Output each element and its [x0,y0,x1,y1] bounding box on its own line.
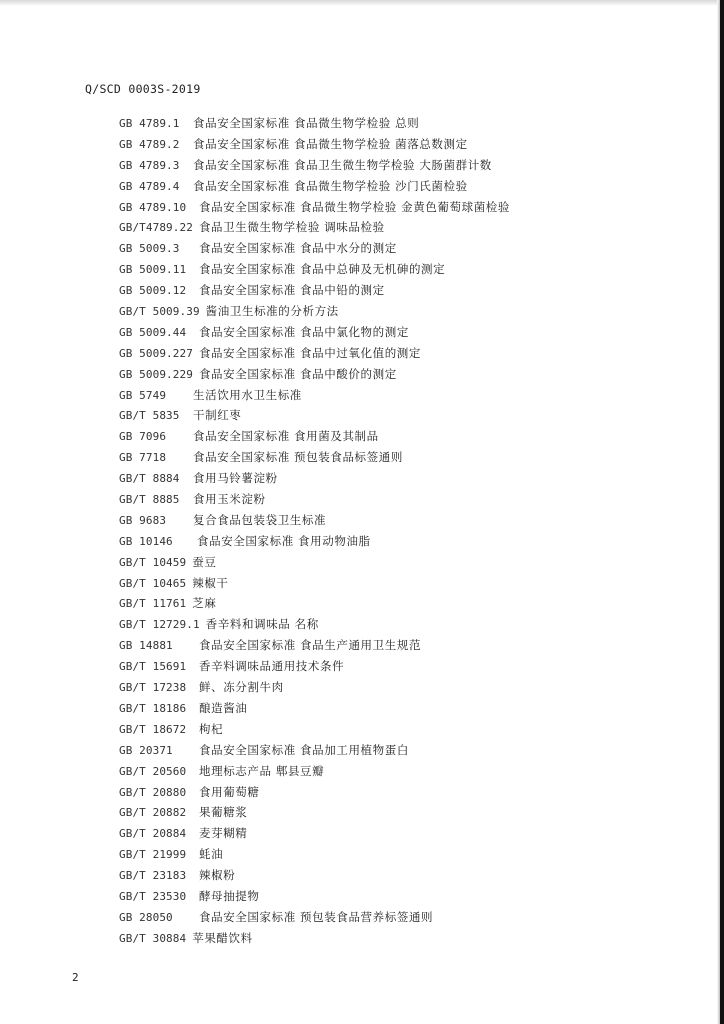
standard-code: GB 20371 [119,743,173,757]
standard-code: GB/T 5835 [119,409,180,423]
standard-title: 鲜、冻分割牛肉 [199,680,284,695]
standard-title: 食品安全国家标准 食品微生物学检验 总则 [193,116,420,130]
reference-item [119,155,679,176]
standard-code: GB 5009.3 [119,242,180,256]
scan-right-edge [720,0,724,1024]
standard-code: GB/T 15691 [119,660,187,674]
standard-code: GB 5009.229 [119,367,193,381]
standard-code: GB/T 23183 [119,869,187,883]
standard-code: GB/T 20884 [119,827,187,841]
standard-title: 食品安全国家标准 食品生产通用卫生规范 [199,638,422,653]
standard-code: GB 5009.12 [119,284,187,298]
standard-code: GB 14881 [119,639,173,653]
standard-title: 食品安全国家标准 食品微生物学检验 沙门氏菌检验 [193,178,468,193]
standard-title: 食品安全国家标准 食品中水分的测定 [199,241,397,256]
reference-item [119,468,679,489]
reference-item [119,176,679,197]
normative-references-list [119,113,679,949]
standard-title: 酱油卫生标准的分析方法 [205,304,339,319]
reference-item [119,280,679,301]
standard-title: 果葡糖浆 [199,805,248,820]
reference-item [119,802,679,823]
standard-title: 辣椒粉 [199,868,236,883]
standard-code: GB 4789.10 [119,200,187,214]
standard-code: GB/T 20882 [119,806,187,820]
standard-title: 食品安全国家标准 食品中氯化物的测定 [199,324,409,339]
standard-title: 生活饮用水卫生标准 [193,387,302,402]
standard-title: 食用马铃薯淀粉 [193,471,278,486]
standard-code: GB 5009.11 [119,263,187,277]
standard-title: 辣椒干 [192,575,229,590]
standard-title: 麦芽糊精 [199,826,248,841]
reference-item [119,552,679,573]
standard-code: GB/T4789.22 [119,221,193,235]
standard-title: 蚕豆 [192,554,217,569]
standard-title: 食品安全国家标准 食品微生物学检验 菌落总数测定 [193,136,468,151]
standard-code: GB 4789.3 [119,158,180,172]
standard-title: 食品安全国家标准 预包装食品标签通则 [193,450,403,465]
standard-title: 食品安全国家标准 食品加工用植物蛋白 [199,742,409,757]
standard-code: GB/T 11761 [119,597,187,611]
reference-item [119,844,679,865]
reference-item [119,823,679,844]
standard-code: GB/T 18672 [119,722,187,736]
standard-title: 芝麻 [192,596,217,611]
standard-code: GB 5009.44 [119,325,187,339]
standard-title: 食品安全国家标准 预包装食品营养标签通则 [199,909,434,924]
reference-item [119,782,679,803]
standard-title: 食品卫生微生物学检验 调味品检验 [198,220,385,235]
standard-title: 枸杞 [199,721,224,736]
reference-item [119,217,679,238]
standard-code: GB/T 23530 [119,889,187,903]
reference-item [119,134,679,155]
standard-code: GB/T 17238 [119,681,187,695]
standard-code: GB 9683 [119,513,167,527]
scan-top-edge [0,0,724,6]
reference-item [119,447,679,468]
standard-code: GB/T 10459 [119,555,187,569]
reference-item [119,573,679,594]
reference-item [119,197,679,218]
reference-item [119,385,679,406]
reference-item [119,761,679,782]
standard-code: GB/T 8885 [119,493,180,507]
standard-title: 地理标志产品 郫县豆瓣 [199,763,325,778]
page-number: 2 [72,971,79,984]
reference-item [119,677,679,698]
standard-code: GB/T 18186 [119,701,187,715]
standard-code: GB 4789.2 [119,137,180,151]
reference-item [119,510,679,531]
reference-item [119,865,679,886]
standard-title: 酵母抽提物 [199,888,260,903]
reference-item [119,343,679,364]
standard-code: GB/T 21999 [119,848,187,862]
standard-code: GB 4789.4 [119,179,180,193]
reference-item [119,886,679,907]
standard-title: 食品安全国家标准 食品微生物学检验 金黄色葡萄球菌检验 [199,199,511,214]
standard-title: 香辛料调味品通用技术条件 [199,659,345,674]
standard-code: GB/T 8884 [119,472,180,486]
reference-item [119,614,679,635]
standard-code: GB/T 10465 [119,576,187,590]
standard-code: GB 28050 [119,910,173,924]
standard-code: GB 7718 [119,451,167,465]
reference-item [119,740,679,761]
reference-item [119,698,679,719]
reference-item [119,426,679,447]
standard-title: 蚝油 [199,847,224,862]
reference-item [119,928,679,949]
reference-item [119,364,679,385]
standard-code: GB 5749 [119,388,167,402]
standard-code: GB/T 30884 [119,931,187,945]
standard-code: GB 7096 [119,430,167,444]
reference-item [119,322,679,343]
reference-item [119,593,679,614]
reference-item [119,405,679,426]
reference-item [119,635,679,656]
standard-title: 食品安全国家标准 食用动物油脂 [197,533,371,548]
reference-item [119,489,679,510]
standard-title: 食品安全国家标准 食品中总砷及无机砷的测定 [199,262,446,277]
standard-code: GB/T 20880 [119,785,187,799]
standard-code: GB 5009.227 [119,346,193,360]
standard-title: 酿造酱油 [199,700,248,715]
reference-item [119,113,679,134]
standard-title: 苹果醋饮料 [192,930,253,945]
reference-item [119,301,679,322]
standard-title: 食品安全国家标准 食用菌及其制品 [193,429,379,444]
standard-code: GB 4789.1 [119,117,180,130]
reference-item [119,238,679,259]
standard-title: 香辛料和调味品 名称 [205,617,319,632]
standard-code: GB 10146 [119,534,173,548]
standard-title: 食品安全国家标准 食品中过氧化值的测定 [198,345,422,360]
standard-title: 干制红枣 [193,408,242,423]
reference-item [119,259,679,280]
document-code-header: Q/SCD 0003S-2019 [85,82,201,96]
reference-item [119,907,679,928]
standard-title: 食品安全国家标准 食品中铅的测定 [199,283,385,298]
reference-item [119,656,679,677]
standard-title: 食用葡萄糖 [199,784,260,799]
standard-title: 食品安全国家标准 食品卫生微生物学检验 大肠菌群计数 [193,157,492,172]
standard-title: 食品安全国家标准 食品中酸价的测定 [198,366,397,381]
standard-code: GB/T 20560 [119,764,187,778]
standard-title: 食用玉米淀粉 [193,492,266,507]
reference-item [119,719,679,740]
standard-title: 复合食品包装袋卫生标准 [193,512,327,527]
reference-item [119,531,679,552]
standard-code: GB/T 12729.1 [119,618,200,632]
standard-code: GB/T 5009.39 [119,305,200,319]
